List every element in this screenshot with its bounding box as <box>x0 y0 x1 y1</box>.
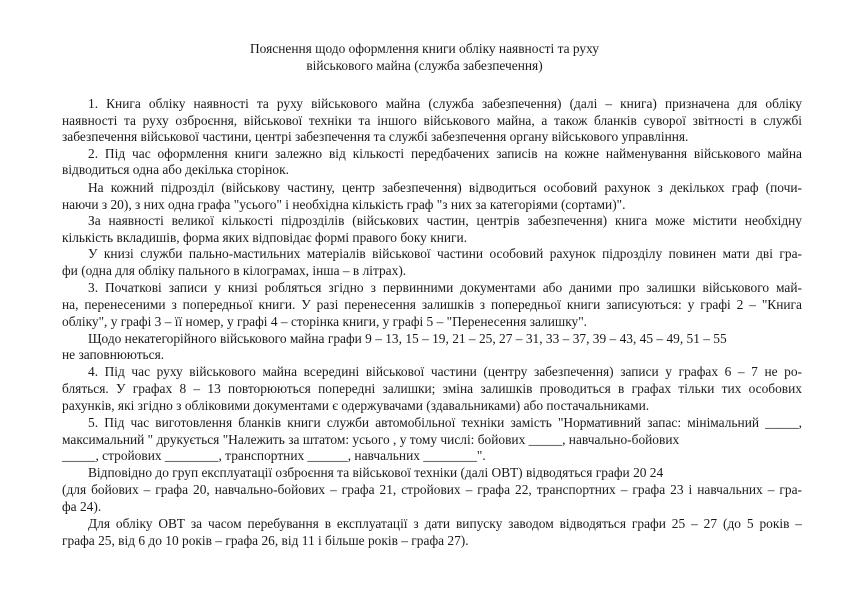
text-line: На кожний підрозділ (військову частину, центр забезпечення) відводиться особовий рахунок з декількох граф (почи- <box>88 180 802 195</box>
text-line: 5. Під час виготовлення бланків книги служби автомобільної техніки замість "Нормативний запас: мінімальний _____, <box>88 415 802 430</box>
text-line: Для обліку ОВТ за часом перебування в експлуатації з дати випуску заводом відводяться графи 25 – 27 (до 5 років – <box>88 516 802 531</box>
text-line: максимальний " друкується "Належить за штатом: усього , у тому числі: бойових _____, навчально-бойових <box>62 432 680 447</box>
text-line: У книзі служби пально-мастильних матеріалів військової частини особовий рахунок підрозділу повинен мати дві гра- <box>88 246 802 261</box>
text-line: бляться. У графах 8 – 13 повторюються попередні залишки; зміна залишків проводиться в графах тільки тих особових <box>62 381 802 396</box>
document-title-line-1: Пояснення щодо оформлення книги обліку наявності та руху <box>250 41 599 56</box>
text-line: не заповнюються. <box>62 347 165 362</box>
document-title-line-2: військового майна (служба забезпечення) <box>306 58 543 73</box>
text-line: графа 25, від 6 до 10 років – графа 26, від 11 і більше років – графа 27). <box>62 533 469 548</box>
text-line: 2. Під час оформлення книги залежно від кількості передбачених записів на кожне найменування військового майна <box>88 146 802 161</box>
text-line: 3. Початкові записи у книзі робляться згідно з первинними документами або даними про залишки військового май- <box>88 280 802 295</box>
text-line: Відповідно до груп експлуатації озброєння та військової техніки (далі ОВТ) відводяться графи 20 24 <box>88 465 664 480</box>
text-line: наявності та руху озброєння, військової техніки та іншого військового майна, а також бланків суворої звітності в службі <box>62 113 802 128</box>
text-line: забезпечення військової частини, центрі забезпечення та службі забезпечення органу військового управління. <box>62 129 689 144</box>
text-line: Щодо некатегорійного військового майна графи 9 – 13, 15 – 19, 21 – 25, 27 – 31, 33 – 37, 39 – 43, 45 – 49, 51 – 55 <box>88 331 727 346</box>
text-line: За наявності великої кількості підрозділів (військових частин, центрів забезпечення) книга може містити необхідну <box>88 213 802 228</box>
text-line: кількість вкладишів, форма яких відповідає формі правого боку книги. <box>62 230 468 245</box>
text-line: (для бойових – графа 20, навчально-бойових – графа 21, стройових – графа 22, транспортних – графа 23 і навчальних – гра- <box>62 482 802 497</box>
text-line: фа 24). <box>62 499 102 514</box>
text-line: 1. Книга обліку наявності та руху військового майна (служба забезпечення) (далі – книга) призначена для обліку <box>88 96 802 111</box>
text-line: обліку", у графі 3 – її номер, у графі 4 – сторінка книги, у графі 5 – "Перенесення залишку". <box>62 314 588 329</box>
text-line: фи (одна для обліку пального в кілограмах, інша – в літрах). <box>62 263 407 278</box>
text-line: _____, стройових ________, транспортних ______, навчальних ________". <box>62 448 486 463</box>
text-line: рахунків, які згідно з обліковими документами є одержувачами (здавальниками) або постачальниками. <box>62 398 650 413</box>
text-line: 4. Під час руху військового майна всередині військової частини (центру забезпечення) записи у графах 6 – 7 не ро- <box>88 364 802 379</box>
text-line: на, перенесеними з попередньої книги. У разі перенесення залишків з попередньої книги записуються: у графі 2 – "Книга <box>62 297 802 312</box>
text-line: відводиться одна або декілька сторінок. <box>62 162 289 177</box>
text-line: наючи з 20), з них одна графа "усього" і необхідна кількість граф "з них за категоріями (сортами)". <box>62 197 626 212</box>
